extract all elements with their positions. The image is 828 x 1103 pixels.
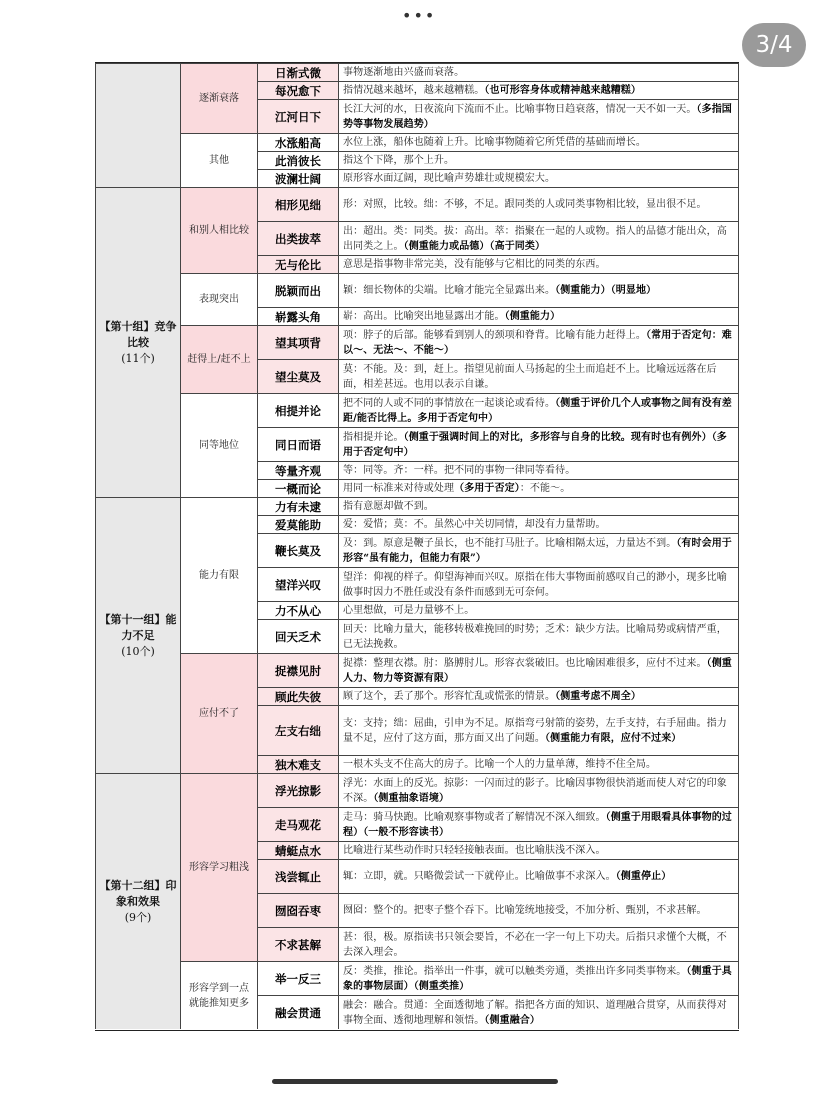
usage-note: （侧重抽象语境） (373, 792, 450, 804)
idiom-definition (339, 962, 739, 996)
idiom-term: 望洋兴叹 (258, 568, 339, 602)
definition-text: 莫：不能。及：到，赶上。指望见前面人马扬起的尘土而追赶不上。比喻远远落在后面，相差甚远。也用以表示自谦。 (343, 363, 717, 390)
idiom-term: 无与伦比 (258, 256, 339, 274)
idiom-definition (339, 928, 739, 962)
usage-note: （侧重于强调时间上的对比，多形容与自身的比较。现有时也有例外）（多用于否定句中） (343, 431, 727, 458)
idiom-term: 同日而语 (258, 428, 339, 462)
idiom-definition (339, 188, 739, 222)
group-count: (11个) (121, 351, 155, 365)
definition-text: 顾了这个，丢了那个。形容忙乱或慌张的情景。 (343, 691, 556, 702)
definition-text: 比喻进行某些动作时只轻轻接触表面。也比喻肤浅不深入。 (343, 845, 606, 856)
idiom-term: 回天乏术 (258, 620, 339, 654)
idiom-definition (339, 568, 739, 602)
idiom-definition (339, 480, 739, 498)
definition-text: 指相提并论。 (343, 431, 404, 443)
usage-note: （也可形容身体或精神越来越糟糕） (484, 85, 642, 96)
idiom-definition (339, 256, 739, 274)
idiom-table (95, 63, 739, 1030)
group-count: (9个) (124, 910, 152, 924)
definition-text: 指有意愿却做不到。 (343, 501, 434, 512)
definition-text: ：不能～。 (519, 483, 571, 494)
idiom-term: 每况愈下 (258, 82, 339, 100)
usage-note: （侧重能力有限，应付不过来） (545, 732, 682, 744)
idiom-row (96, 64, 739, 82)
definition-text: 走马：骑马快跑。比喻观察事物或者了解情况不深入细致。 (343, 811, 606, 823)
idiom-definition (339, 808, 739, 842)
more-options-icon[interactable]: ••• (402, 6, 437, 25)
page-cut-edge (95, 1029, 739, 1030)
usage-note: （侧重人力、物力等资源有限） (343, 657, 732, 684)
idiom-definition (339, 774, 739, 808)
idiom-term: 力不从心 (258, 602, 339, 620)
idiom-term: 日渐式微 (258, 64, 339, 82)
idiom-term: 举一反三 (258, 962, 339, 996)
subgroup-label: 应付不了 (181, 654, 258, 774)
usage-note: （有时会用于形容“虽有能力，但能力有限”） (343, 537, 732, 564)
group-title: 【第十一组】能力不足 (99, 612, 177, 642)
usage-note: （侧重于评价几个人或事物之间有没有差距/能否比得上。多用于否定句中） (343, 397, 732, 424)
idiom-definition (339, 706, 739, 756)
idiom-term: 不求甚解 (258, 928, 339, 962)
definition-text: 项：脖子的后部。能够看到别人的颈项和脊背。比喻有能力赶得上。 (343, 329, 646, 341)
idiom-row (96, 274, 739, 308)
definition-text: 一根木头支不住高大的房子。比喻一个人的力量单薄，维持不住全局。 (343, 759, 657, 770)
idiom-definition (339, 498, 739, 516)
usage-note: （侧重能力或品德）（高于同类） (403, 240, 546, 252)
idiom-table-document (95, 62, 739, 1031)
idiom-definition (339, 308, 739, 326)
definition-text: 融会：融合。贯通：全面透彻地了解。指把各方面的知识、道理融合贯穿，从而获得对事物全面、透彻地理解和领悟。 (343, 999, 727, 1026)
group-title-cell (96, 188, 181, 498)
idiom-definition (339, 620, 739, 654)
idiom-definition (339, 152, 739, 170)
usage-note: （侧重于用眼看具体事物的过程）（一般不形容读书） (343, 811, 732, 838)
usage-note: （侧重停止） (615, 871, 672, 882)
idiom-definition (339, 894, 739, 928)
definition-text: 长江大河的水，日夜流向下流而不止。比喻事物日趋衰落，情况一天不如一天。 (343, 103, 697, 115)
subgroup-label: 和别人相比较 (181, 188, 258, 274)
idiom-row (96, 134, 739, 152)
usage-note: （侧重能力）（明显地） (555, 285, 657, 296)
idiom-definition (339, 326, 739, 360)
subgroup-label: 其他 (181, 134, 258, 188)
idiom-row (96, 188, 739, 222)
usage-note: （侧重融合） (484, 1014, 541, 1026)
idiom-definition (339, 602, 739, 620)
definition-text: 颖：细长物体的尖端。比喻才能完全显露出来。 (343, 285, 556, 296)
definition-text: 用同一标准来对待或处理 (343, 483, 455, 494)
definition-text: 形：对照，比较。绌：不够，不足。跟同类的人或同类事物相比较，显出很不足。 (343, 199, 707, 210)
usage-note: （常用于否定句：难以～、无法～、不能～） (343, 329, 732, 356)
page-indicator-badge: 3/4 (742, 23, 806, 67)
definition-text: 辄：立即，就。只略微尝试一下就停止。比喻做事不求深入。 (343, 871, 616, 882)
idiom-definition (339, 274, 739, 308)
subgroup-label: 赶得上/赶不上 (181, 326, 258, 394)
usage-note: （侧重能力） (504, 311, 561, 322)
idiom-term: 左支右绌 (258, 706, 339, 756)
definition-text: 意思是指事物非常完美，没有能够与它相比的同类的东西。 (343, 259, 606, 270)
idiom-definition (339, 428, 739, 462)
definition-text: 把不同的人或不同的事情放在一起谈论或看待。 (343, 397, 556, 409)
idiom-term: 顾此失彼 (258, 688, 339, 706)
subgroup-label: 能力有限 (181, 498, 258, 654)
idiom-row (96, 498, 739, 516)
idiom-term: 浮光掠影 (258, 774, 339, 808)
idiom-term: 鞭长莫及 (258, 534, 339, 568)
group-title: 【第十组】竞争比较 (99, 319, 177, 349)
idiom-definition (339, 860, 739, 894)
idiom-definition (339, 394, 739, 428)
idiom-definition (339, 134, 739, 152)
subgroup-label: 同等地位 (181, 394, 258, 498)
idiom-definition (339, 534, 739, 568)
definition-text: 心里想做，可是力量够不上。 (343, 605, 475, 616)
idiom-definition (339, 688, 739, 706)
home-indicator[interactable] (272, 1079, 558, 1084)
idiom-term: 融会贯通 (258, 996, 339, 1030)
idiom-term: 波澜壮阔 (258, 170, 339, 188)
definition-text: 回天：比喻力量大，能移转极难挽回的时势；乏术：缺少方法。比喻局势或病情严重，已无法挽救。 (343, 623, 727, 650)
idiom-definition (339, 64, 739, 82)
definition-text: 崭：高出。比喻突出地显露出才能。 (343, 311, 505, 322)
idiom-term: 出类拔萃 (258, 222, 339, 256)
usage-note: （多用于否定） (454, 483, 520, 494)
idiom-term: 江河日下 (258, 100, 339, 134)
group-title-cell (96, 64, 181, 188)
idiom-term: 此消彼长 (258, 152, 339, 170)
idiom-row (96, 962, 739, 996)
usage-note: （侧重于具象的事物层面）（侧重类推） (343, 965, 732, 992)
subgroup-label: 形容学到一点就能推知更多 (181, 962, 258, 1030)
subgroup-label: 表现突出 (181, 274, 258, 326)
idiom-definition (339, 516, 739, 534)
definition-text: 支：支持；绌：屈曲，引申为不足。原指弯弓射箭的姿势，左手支持，右手屈曲。指力量不足，应付了这方面，那方面又出了问题。 (343, 717, 727, 744)
idiom-definition (339, 170, 739, 188)
idiom-term: 力有未逮 (258, 498, 339, 516)
idiom-definition (339, 842, 739, 860)
group-count: (10个) (121, 644, 155, 658)
group-title-cell (96, 498, 181, 774)
definition-text: 囫囵：整个的。把枣子整个吞下。比喻笼统地接受，不加分析、甄别，不求甚解。 (343, 905, 707, 916)
idiom-term: 崭露头角 (258, 308, 339, 326)
definition-text: 爱：爱惜；莫：不。虽然心中关切同情，却没有力量帮助。 (343, 519, 606, 530)
definition-text: 事物逐渐地由兴盛而衰落。 (343, 67, 465, 78)
idiom-definition (339, 82, 739, 100)
idiom-row (96, 654, 739, 688)
idiom-definition (339, 222, 739, 256)
subgroup-label: 形容学习粗浅 (181, 774, 258, 962)
idiom-definition (339, 100, 739, 134)
idiom-term: 一概而论 (258, 480, 339, 498)
definition-text: 甚：很，极。原指读书只领会要旨，不必在一字一句上下功夫。后指只求懂个大概，不去深入理会。 (343, 931, 727, 958)
idiom-definition (339, 996, 739, 1030)
idiom-row (96, 774, 739, 808)
idiom-term: 望尘莫及 (258, 360, 339, 394)
idiom-term: 捉襟见肘 (258, 654, 339, 688)
idiom-definition (339, 360, 739, 394)
idiom-definition (339, 654, 739, 688)
idiom-term: 水涨船高 (258, 134, 339, 152)
idiom-term: 爱莫能助 (258, 516, 339, 534)
definition-text: 反：类推，推论。指举出一件事，就可以触类旁通，类推出许多同类事物来。 (343, 965, 687, 977)
definition-text: 望洋：仰视的样子。仰望海神而兴叹。原指在伟大事物面前感叹自己的渺小，现多比喻做事时因力不胜任或没有条件而感到无可奈何。 (343, 571, 727, 598)
definition-text: 及：到。原意是鞭子虽长，也不能打马肚子。比喻相隔太远，力量达不到。 (343, 537, 677, 549)
idiom-row (96, 326, 739, 360)
usage-note: （侧重考虑不周全） (555, 691, 642, 702)
idiom-term: 浅尝辄止 (258, 860, 339, 894)
idiom-term: 相提并论 (258, 394, 339, 428)
idiom-definition (339, 462, 739, 480)
idiom-term: 独木难支 (258, 756, 339, 774)
idiom-term: 囫囵吞枣 (258, 894, 339, 928)
definition-text: 指情况越来越坏，越来越糟糕。 (343, 85, 485, 96)
definition-text: 等：同等。齐：一样。把不同的事物一律同等看待。 (343, 465, 576, 476)
definition-text: 指这个下降，那个上升。 (343, 155, 455, 166)
subgroup-label: 逐渐衰落 (181, 64, 258, 134)
idiom-term: 等量齐观 (258, 462, 339, 480)
idiom-row (96, 394, 739, 428)
idiom-term: 望其项背 (258, 326, 339, 360)
definition-text: 浮光：水面上的反光。掠影：一闪而过的影子。比喻因事物很快消逝而使人对它的印象不深。 (343, 777, 727, 804)
group-title-cell (96, 774, 181, 1030)
idiom-term: 脱颖而出 (258, 274, 339, 308)
idiom-term: 相形见绌 (258, 188, 339, 222)
definition-text: 捉襟：整理衣襟。肘：胳膊肘儿。形容衣裳破旧。也比喻困难很多，应付不过来。 (343, 657, 707, 669)
definition-text: 原形容水面辽阔，现比喻声势雄壮或规模宏大。 (343, 173, 556, 184)
definition-text: 出：超出。类：同类。拔：高出。萃：指聚在一起的人或物。指人的品德才能出众，高出同类之上。 (343, 225, 727, 252)
definition-text: 水位上涨，船体也随着上升。比喻事物随着它所凭借的基础而增长。 (343, 137, 646, 148)
group-title: 【第十二组】印象和效果 (99, 878, 177, 908)
usage-note: （多指国势等事物发展趋势） (343, 103, 732, 130)
idiom-term: 走马观花 (258, 808, 339, 842)
idiom-definition (339, 756, 739, 774)
idiom-term: 蜻蜓点水 (258, 842, 339, 860)
